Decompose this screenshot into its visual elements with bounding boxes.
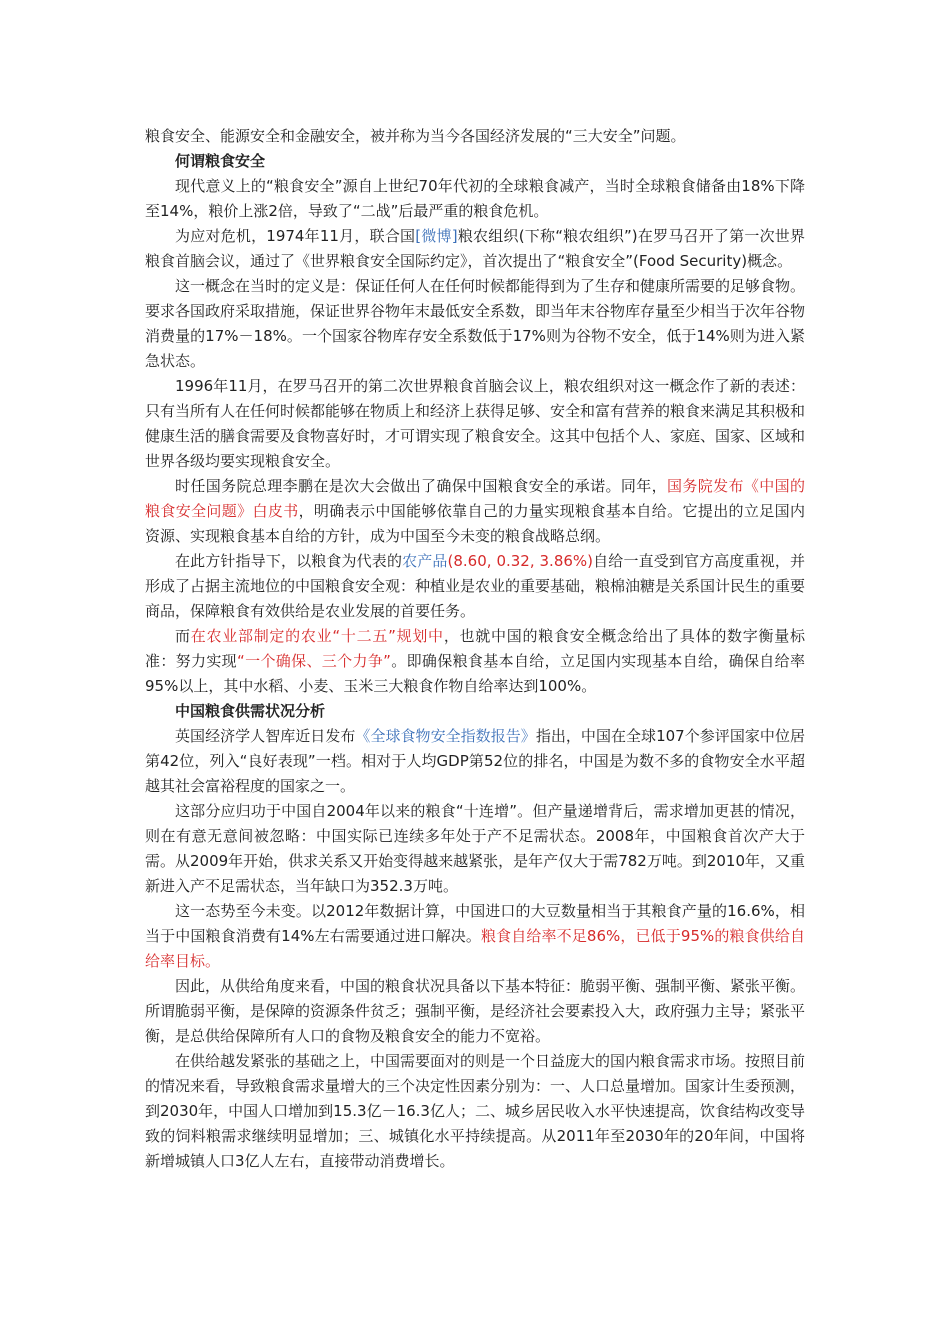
- paragraph-1974-summit: [145, 224, 805, 274]
- paragraph-gfsi: [145, 724, 805, 799]
- text-run: 这一态势至今未变。以2012年数据计算，中国进口的大豆数量相当于其粮食产量的16.6%，相当于中国粮食消费有14%左右需要通过进口解决。: [145, 902, 805, 945]
- section-heading-food-security: 何谓粮食安全: [175, 152, 266, 170]
- weibo-link[interactable]: [微博]: [415, 227, 458, 245]
- text-run: 而: [175, 627, 191, 645]
- section-heading-supply-demand: 中国粮食供需状况分析: [175, 702, 326, 720]
- text-run: 指出，中国在全球107个参评国家中位居第42位，列入“良好表现”一档。相对于人均GDP第52位的排名，中国是为数不多的食物安全水平超越其社会富裕程度的国家之一。: [145, 727, 805, 795]
- self-sufficiency-link[interactable]: 粮食自给率不足86%，已低于95%的粮食供给自给率目标。: [145, 927, 806, 970]
- text-run: ，也就中国的粮食安全概念给出了具体的数字衡量标准：努力实现: [145, 627, 805, 670]
- paragraph-ten-increases: 这部分应归功于中国自2004年以来的粮食“十连增”。但产量递增背后，需求增加更甚的情况，则在有意无意间被忽略：中国实际已连续多年处于产不足需状态。2008年，中国粮食首次产大于需。从2009年开始，供求关系又开始变得越来越紧张，是年产仅大于需782万吨。到2010年，又重新进入产不足需状态，当年缺口为352.3万吨。: [145, 802, 805, 895]
- one-ensure-three-strive-link[interactable]: “一个确保、三个力争”: [237, 652, 391, 670]
- five-year-plan-link[interactable]: 在农业部制定的农业“十二五”规划中: [190, 627, 444, 645]
- paragraph-intro: 粮食安全、能源安全和金融安全，被并称为当今各国经济发展的“三大安全”问题。: [145, 127, 686, 145]
- agri-products-link[interactable]: 农产品: [402, 552, 448, 570]
- white-paper-link[interactable]: 国务院发布《中国的粮食安全问题》白皮书: [145, 477, 805, 520]
- paragraph-definition: 这一概念在当时的定义是：保证任何人在任何时候都能得到为了生存和健康所需要的足够食物。要求各国政府采取措施，保证世界谷物年末最低安全系数，即当年末谷物库存量至少相当于次年谷物消费量的17%－18%。一个国家谷物库存安全系数低于17%则为谷物不安全，低于14%则为进入紧急状态。: [145, 277, 806, 370]
- text-run: 在此方针指导下，以粮食为代表的: [175, 552, 403, 570]
- paragraph-balance: 因此，从供给角度来看，中国的粮食状况具备以下基本特征：脆弱平衡、强制平衡、紧张平衡。所谓脆弱平衡，是保障的资源条件贫乏；强制平衡，是经济社会要素投入大，政府强力主导；紧张平衡，是总供给保障所有人口的食物及粮食安全的能力不宽裕。: [145, 977, 806, 1045]
- text-run: 为应对危机，1974年11月，联合国: [175, 227, 416, 245]
- agri-products-quote[interactable]: (8.60, 0.32, 3.86%): [447, 552, 594, 570]
- text-run: 自给一直受到官方高度重视，并形成了占据主流地位的中国粮食安全观：种植业是农业的重要基础，粮棉油糖是关系国计民生的重要商品，保障粮食有效供给是农业发展的首要任务。: [145, 552, 806, 620]
- text-run: 。即确保粮食基本自给，立足国内实现基本自给，确保自给率95%以上，其中水稻、小麦、玉米三大粮食作物自给率达到100%。: [145, 652, 805, 695]
- text-run: 时任国务院总理李鹏在是次大会做出了确保中国粮食安全的承诺。同年，: [175, 477, 667, 495]
- paragraph-1996-summit: 1996年11月，在罗马召开的第二次世界粮食首脑会议上，粮农组织对这一概念作了新的表述：只有当所有人在任何时候都能够在物质上和经济上获得足够、安全和富有营养的粮食来满足其积极和健康生活的膳食需要及食物喜好时，才可谓实现了粮食安全。这其中包括个人、家庭、国家、区域和世界各级均要实现粮食安全。: [145, 377, 806, 470]
- paragraph-imports: [145, 899, 805, 974]
- text-run: ，明确表示中国能够依靠自己的力量实现粮食基本自给。它提出的立足国内资源、实现粮食基本自给的方针，成为中国至今未变的粮食战略总纲。: [145, 502, 805, 545]
- paragraph-policy: [145, 549, 805, 624]
- document-body: [145, 124, 805, 1174]
- gfsi-report-link[interactable]: 《全球食物安全指数报告》: [355, 727, 536, 745]
- text-run: 粮农组织(下称“粮农组织”)在罗马召开了第一次世界粮食首脑会议，通过了《世界粮食安全国际约定》，首次提出了“粮食安全”(Food Security)概念。: [145, 227, 806, 270]
- paragraph-five-year-plan: [145, 624, 805, 699]
- paragraph-white-paper: [145, 474, 805, 549]
- paragraph-demand-factors: 在供给越发紧张的基础之上，中国需要面对的则是一个日益庞大的国内粮食需求市场。按照目前的情况来看，导致粮食需求量增大的三个决定性因素分别为：一、人口总量增加。国家计生委预测，到2030年，中国人口增加到15.3亿－16.3亿人；二、城乡居民收入水平快速提高，饮食结构改变导致的饲料粮需求继续明显增加；三、城镇化水平持续提高。从2011年至2030年的20年间，中国将新增城镇人口3亿人左右，直接带动消费增长。: [145, 1052, 806, 1170]
- text-run: 英国经济学人智库近日发布: [175, 727, 356, 745]
- paragraph-origin: 现代意义上的“粮食安全”源自上世纪70年代初的全球粮食减产，当时全球粮食储备由18%下降至14%，粮价上涨2倍，导致了“二战”后最严重的粮食危机。: [145, 177, 805, 220]
